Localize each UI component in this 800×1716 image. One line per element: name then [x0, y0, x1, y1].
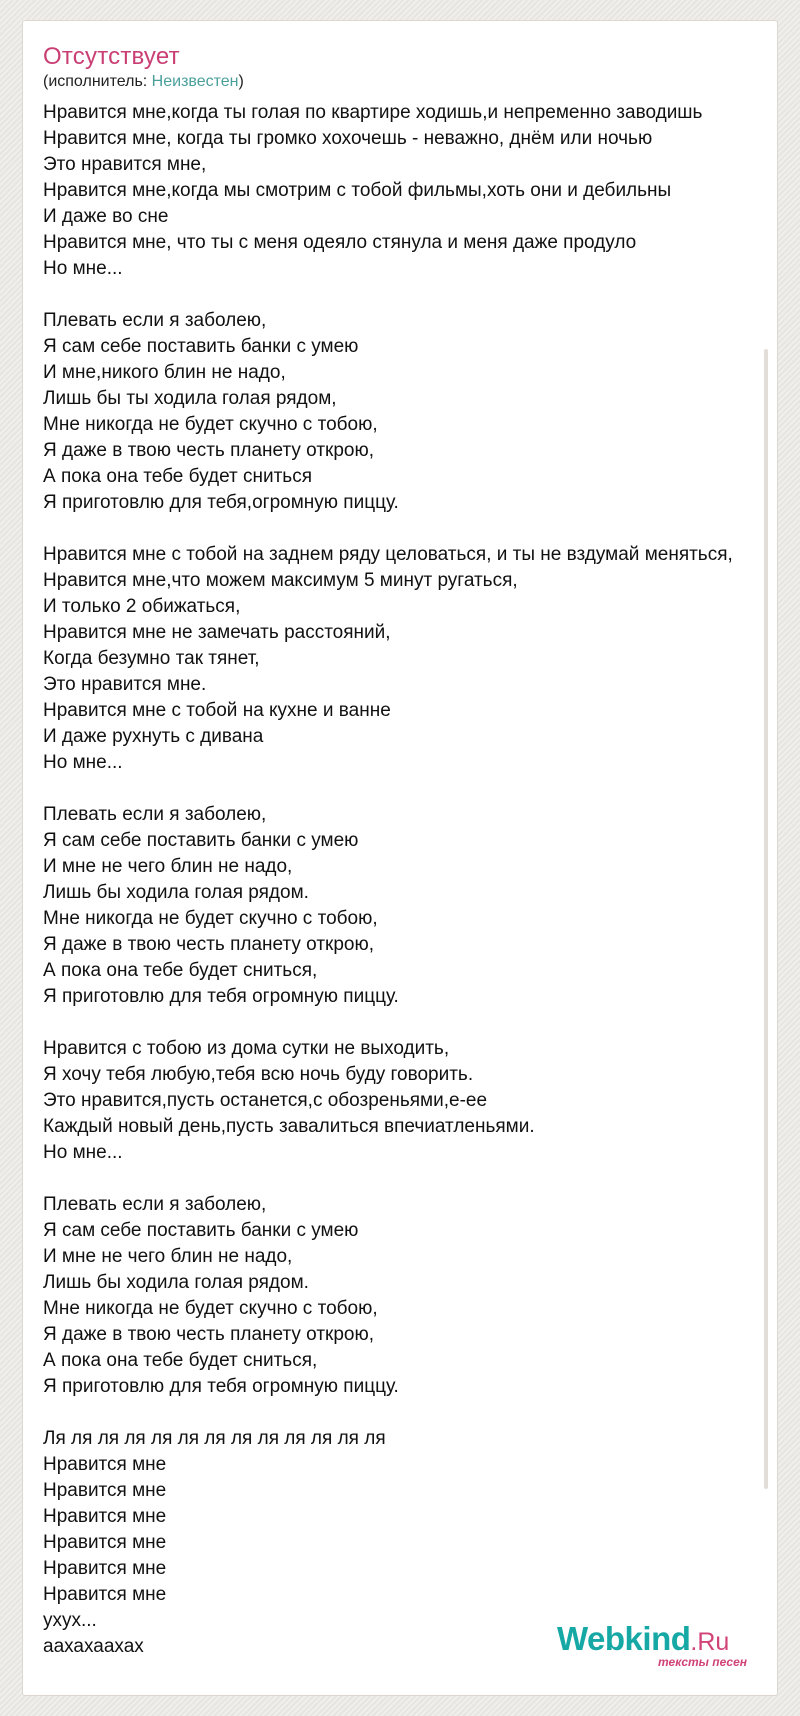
decorative-scroll-track: [764, 349, 768, 1489]
song-lyrics: Нравится мне,когда ты голая по квартире ходишь,и непременно заводишь Нравится мне, когда ты громко хохочешь - неважно, днём или ночью Это нравится мне, Нравится мне,когда мы смотрим с тобой фильмы,хоть они и дебильны И даже во сне Нравится мне, что ты с меня одеяло стянула и меня даже продуло Но мне... Плевать если я заболею, Я сам себе поставить банки с умею И мне,никого блин не надо, Лишь бы ты ходила голая рядом, Мне никогда не будет скучно с тобою, Я даже в твою честь планету открою, А пока она тебе будет сниться Я приготовлю для тебя,огромную пиццу. Нравится мне с тобой на заднем ряду целоваться, и ты не вздумай меняться, Нравится мне,что можем максимум 5 минут ругаться, И только 2 обижаться, Нравится мне не замечать расстояний, Когда безумно так тянет, Это нравится мне. Нравится мне с тобой на кухне и ванне И даже рухнуть с дивана Но мне... Плевать если я заболею, Я сам себе поставить банки с умею И мне не чего блин не надо, Лишь бы ходила голая рядом. Мне никогда не будет скучно с тобою, Я даже в твою честь планету открою, А пока она тебе будет сниться, Я приготовлю для тебя огромную пиццу. Нравится с тобою из дома сутки не выходить, Я хочу тебя любую,тебя всю ночь буду говорить. Это нравится,пусть останется,с обозреньями,е-ее Каждый новый день,пусть завалиться впечиатленьями. Но мне... Плевать если я заболею, Я сам себе поставить банки с умею И мне не чего блин не надо, Лишь бы ходила голая рядом. Мне никогда не будет скучно с тобою, Я даже в твою честь планету открою, А пока она тебе будет сниться, Я приготовлю для тебя огромную пиццу. Ля ля ля ля ля ля ля ля ля ля ля ля ля Нравится мне Нравится мне Нравится мне Нравится мне Нравится мне Нравится мне ухух... аахахаахах: [43, 102, 733, 1657]
logo-tagline: тексты песен: [658, 1655, 747, 1669]
artist-link[interactable]: Неизвестен: [151, 73, 239, 90]
lyrics-card: [22, 20, 778, 1696]
artist-prefix: (исполнитель:: [43, 73, 152, 90]
webkind-logo: [557, 1620, 747, 1668]
song-title: Отсутствует: [43, 43, 180, 70]
artist-suffix: ): [238, 73, 244, 90]
artist-line: [43, 73, 773, 91]
lyrics-content: [43, 43, 773, 1660]
logo-domain: .Ru: [690, 1628, 730, 1656]
logo-brand: Webkind: [557, 1620, 691, 1657]
